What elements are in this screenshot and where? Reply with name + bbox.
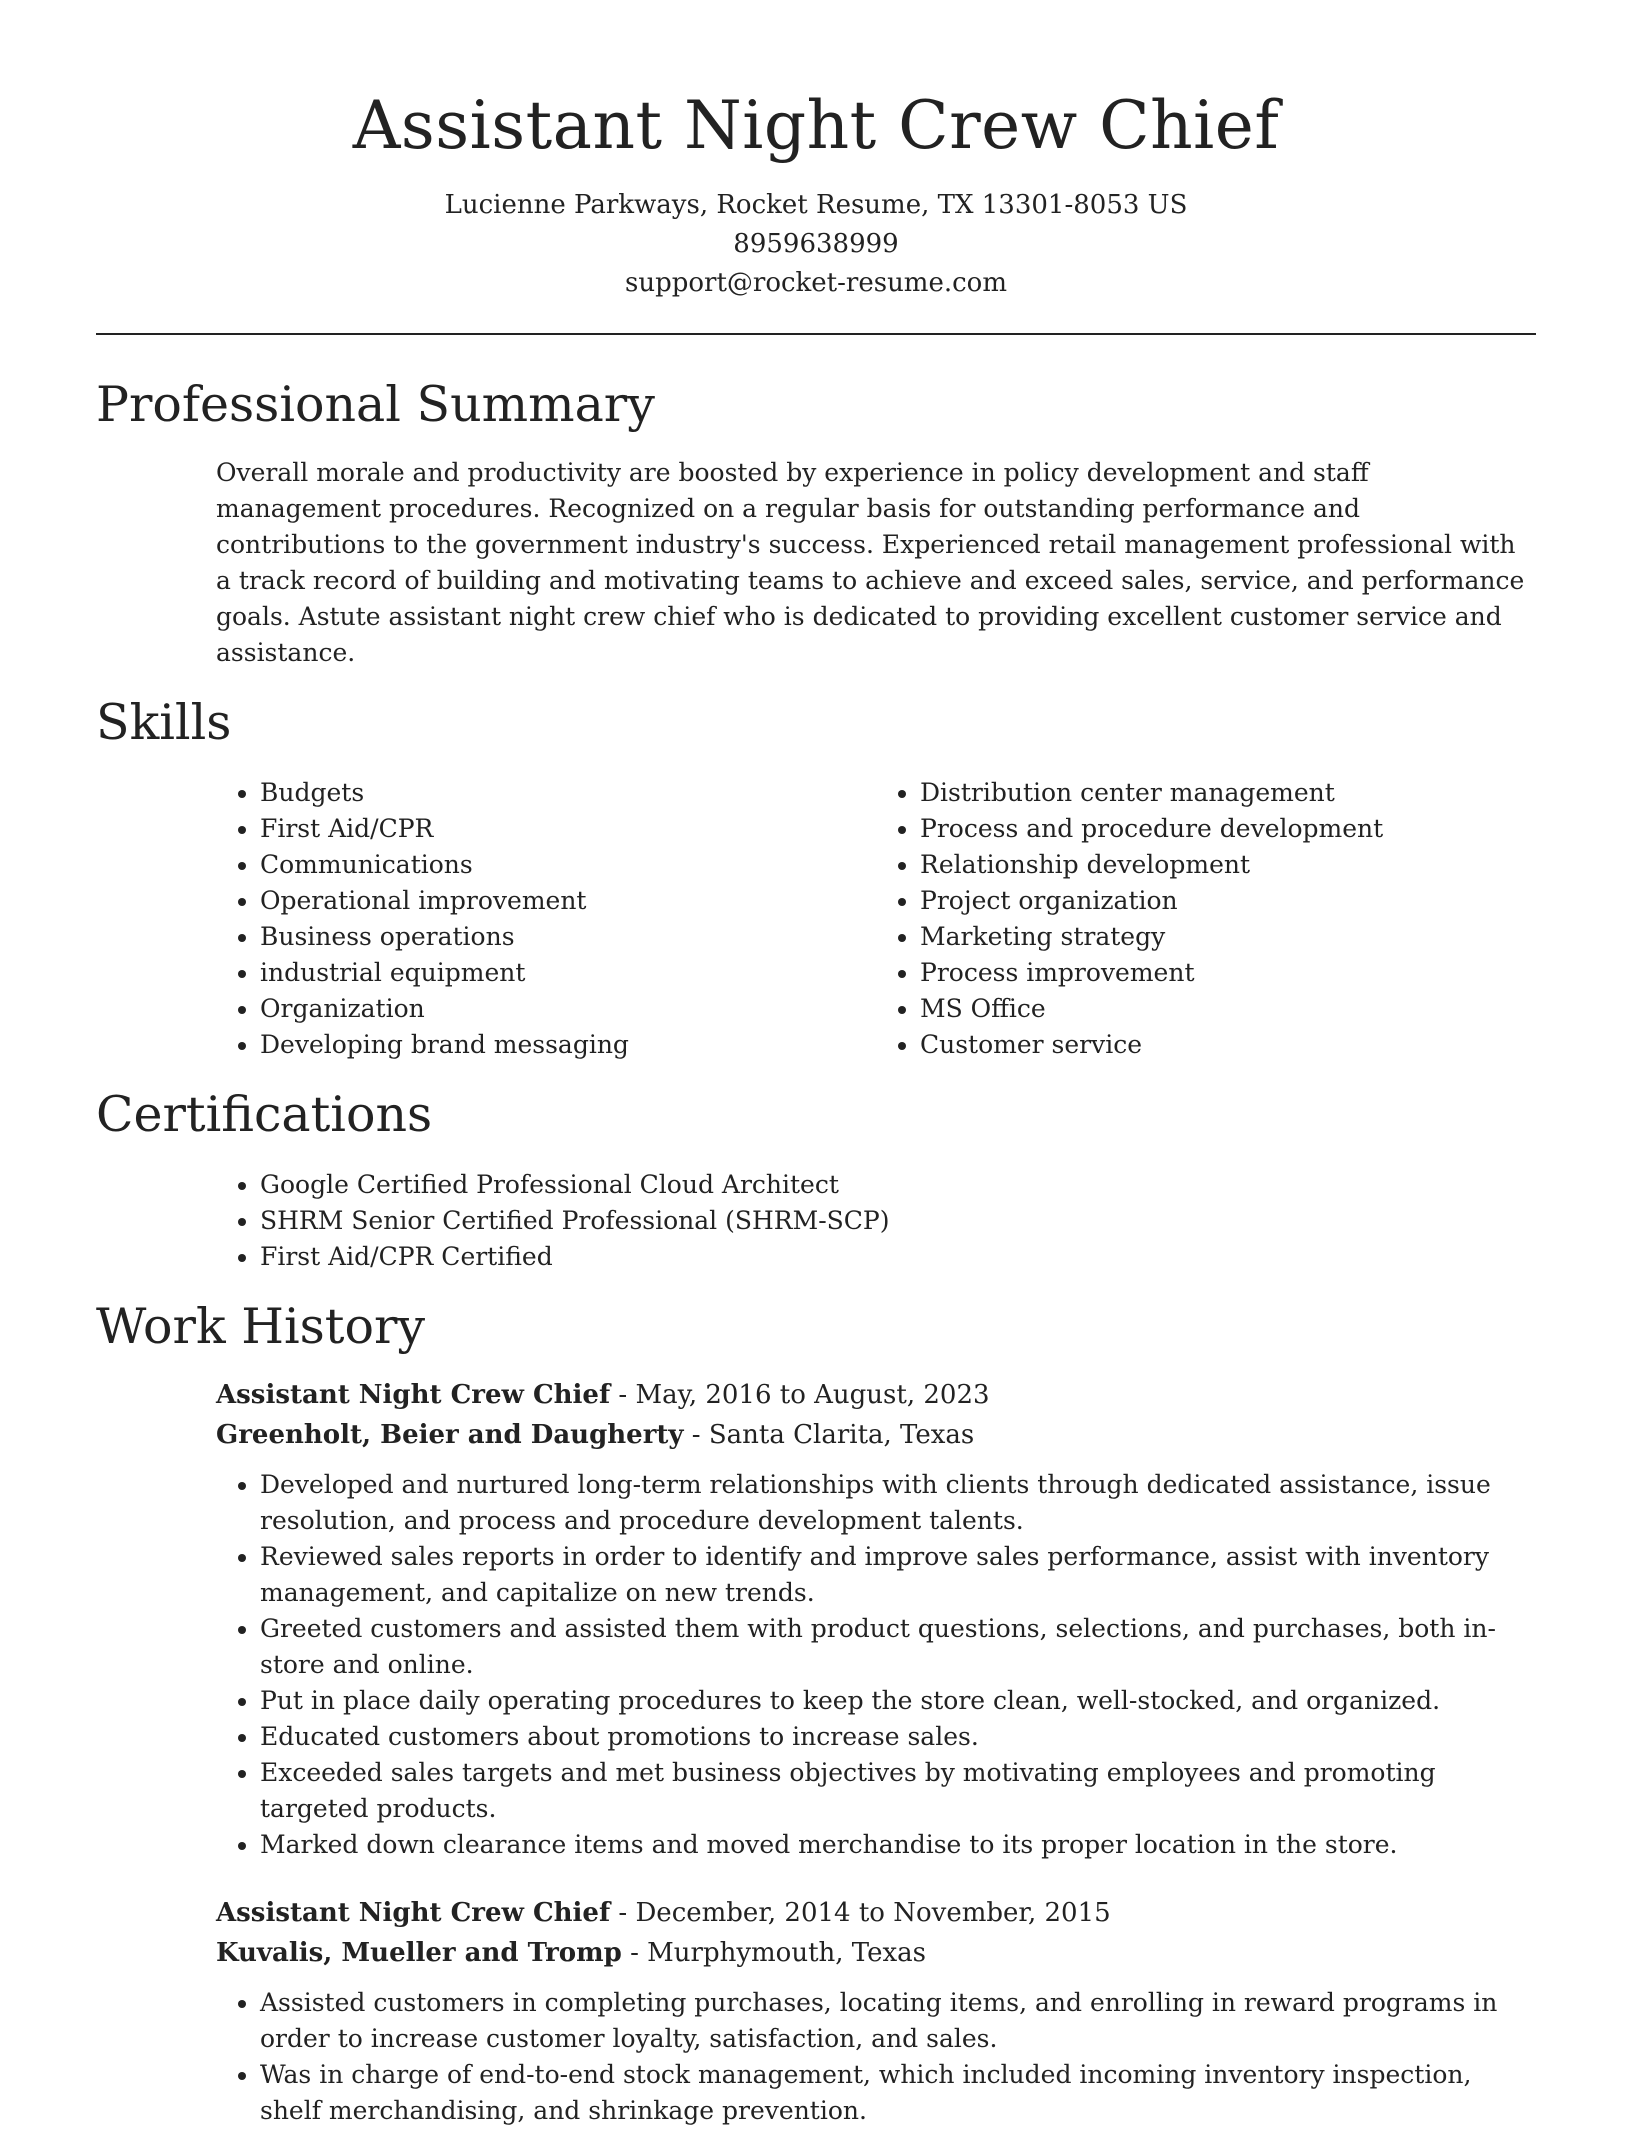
job-duties-list [216, 1467, 1536, 1863]
skill-item: • Organization [260, 991, 876, 1027]
job-entry [216, 1893, 1536, 2129]
skills-list-left [216, 775, 876, 1063]
certifications-heading: Certifications [96, 1086, 433, 1143]
job-company-line [216, 1415, 1536, 1455]
skill-item: • Budgets [260, 775, 876, 811]
job-duty: • Greeted customers and assisted them with product questions, selections, and purchases, both in-store and online. [260, 1611, 1536, 1683]
skill-item: • Business operations [260, 919, 876, 955]
job-duty: • Marked down clearance items and moved merchandise to its proper location in the store. [260, 1827, 1536, 1863]
skill-item: • Customer service [920, 1027, 1536, 1063]
skill-item: • Process and procedure development [920, 811, 1536, 847]
phone-line: 8959638999 [733, 229, 899, 259]
job-title-line [216, 1893, 1536, 1933]
job-title: Assistant Night Crew Chief [216, 1898, 611, 1928]
job-location: - Santa Clarita, Texas [683, 1420, 975, 1450]
skill-item: • MS Office [920, 991, 1536, 1027]
job-entry [216, 1375, 1536, 1863]
skill-item: • Project organization [920, 883, 1536, 919]
skill-item: • Developing brand messaging [260, 1027, 876, 1063]
job-duty: • Exceeded sales targets and met business objectives by motivating employees and promoting targeted products. [260, 1755, 1536, 1827]
summary-heading: Professional Summary [96, 376, 655, 433]
skill-item: • Communications [260, 847, 876, 883]
job-duties-list [216, 1985, 1536, 2129]
email-line: support@rocket-resume.com [624, 268, 1007, 298]
skill-item: • Process improvement [920, 955, 1536, 991]
certifications-section [96, 1085, 1536, 1275]
job-duty: • Developed and nurtured long-term relationships with clients through dedicated assistance, issue resolution, and process and procedure development talents. [260, 1467, 1536, 1539]
skills-list-right [876, 775, 1536, 1063]
skills-columns [216, 775, 1536, 1063]
job-title: Assistant Night Crew Chief [216, 1380, 611, 1410]
address-line: Lucienne Parkways, Rocket Resume, TX 13301-8053 US [444, 190, 1188, 220]
job-company: Greenholt, Beier and Daugherty [216, 1420, 684, 1450]
job-title-line [216, 1375, 1536, 1415]
work-history-heading: Work History [96, 1298, 426, 1355]
header-divider [96, 333, 1536, 335]
job-duty: • Was in charge of end-to-end stock management, which included incoming inventory inspection, shelf merchandising, and shrinkage prevention. [260, 2057, 1536, 2129]
job-dates: - December, 2014 to November, 2015 [610, 1898, 1111, 1928]
skills-section [96, 693, 1536, 1063]
summary-section [96, 375, 1536, 671]
skill-item: • First Aid/CPR [260, 811, 876, 847]
skill-item: • Marketing strategy [920, 919, 1536, 955]
resume-header [96, 0, 1536, 303]
job-dates: - May, 2016 to August, 2023 [610, 1380, 990, 1410]
candidate-name: Assistant Night Crew Chief [352, 87, 1280, 164]
skill-item: • Relationship development [920, 847, 1536, 883]
job-company: Kuvalis, Mueller and Tromp [216, 1938, 622, 1968]
skill-item: • industrial equipment [260, 955, 876, 991]
summary-text: Overall morale and productivity are boosted by experience in policy development and staff management procedures. Recognized on a regular basis for outstanding performance and contributions to the government industry's success. Experienced retail management professional with a track record of building and motivating teams to achieve and exceed sales, service, and performance goals. Astute assistant night crew chief who is dedicated to providing excellent customer service and assistance. [216, 458, 1525, 667]
skills-heading: Skills [96, 694, 232, 751]
job-company-line [216, 1933, 1536, 1973]
certification-item: • First Aid/CPR Certified [260, 1239, 1536, 1275]
certifications-list [216, 1167, 1536, 1275]
skill-item: • Distribution center management [920, 775, 1536, 811]
job-duty: • Reviewed sales reports in order to identify and improve sales performance, assist with inventory management, and capitalize on new trends. [260, 1539, 1536, 1611]
certification-item: • Google Certified Professional Cloud Architect [260, 1167, 1536, 1203]
job-duty: • Educated customers about promotions to increase sales. [260, 1719, 1536, 1755]
certification-item: • SHRM Senior Certified Professional (SHRM-SCP) [260, 1203, 1536, 1239]
skill-item: • Operational improvement [260, 883, 876, 919]
job-location: - Murphymouth, Texas [621, 1938, 927, 1968]
resume-page [96, 0, 1536, 2129]
job-duty: • Assisted customers in completing purchases, locating items, and enrolling in reward programs in order to increase customer loyalty, satisfaction, and sales. [260, 1985, 1536, 2057]
work-history-section [96, 1297, 1536, 2129]
job-duty: • Put in place daily operating procedures to keep the store clean, well-stocked, and organized. [260, 1683, 1536, 1719]
contact-info [96, 186, 1536, 303]
